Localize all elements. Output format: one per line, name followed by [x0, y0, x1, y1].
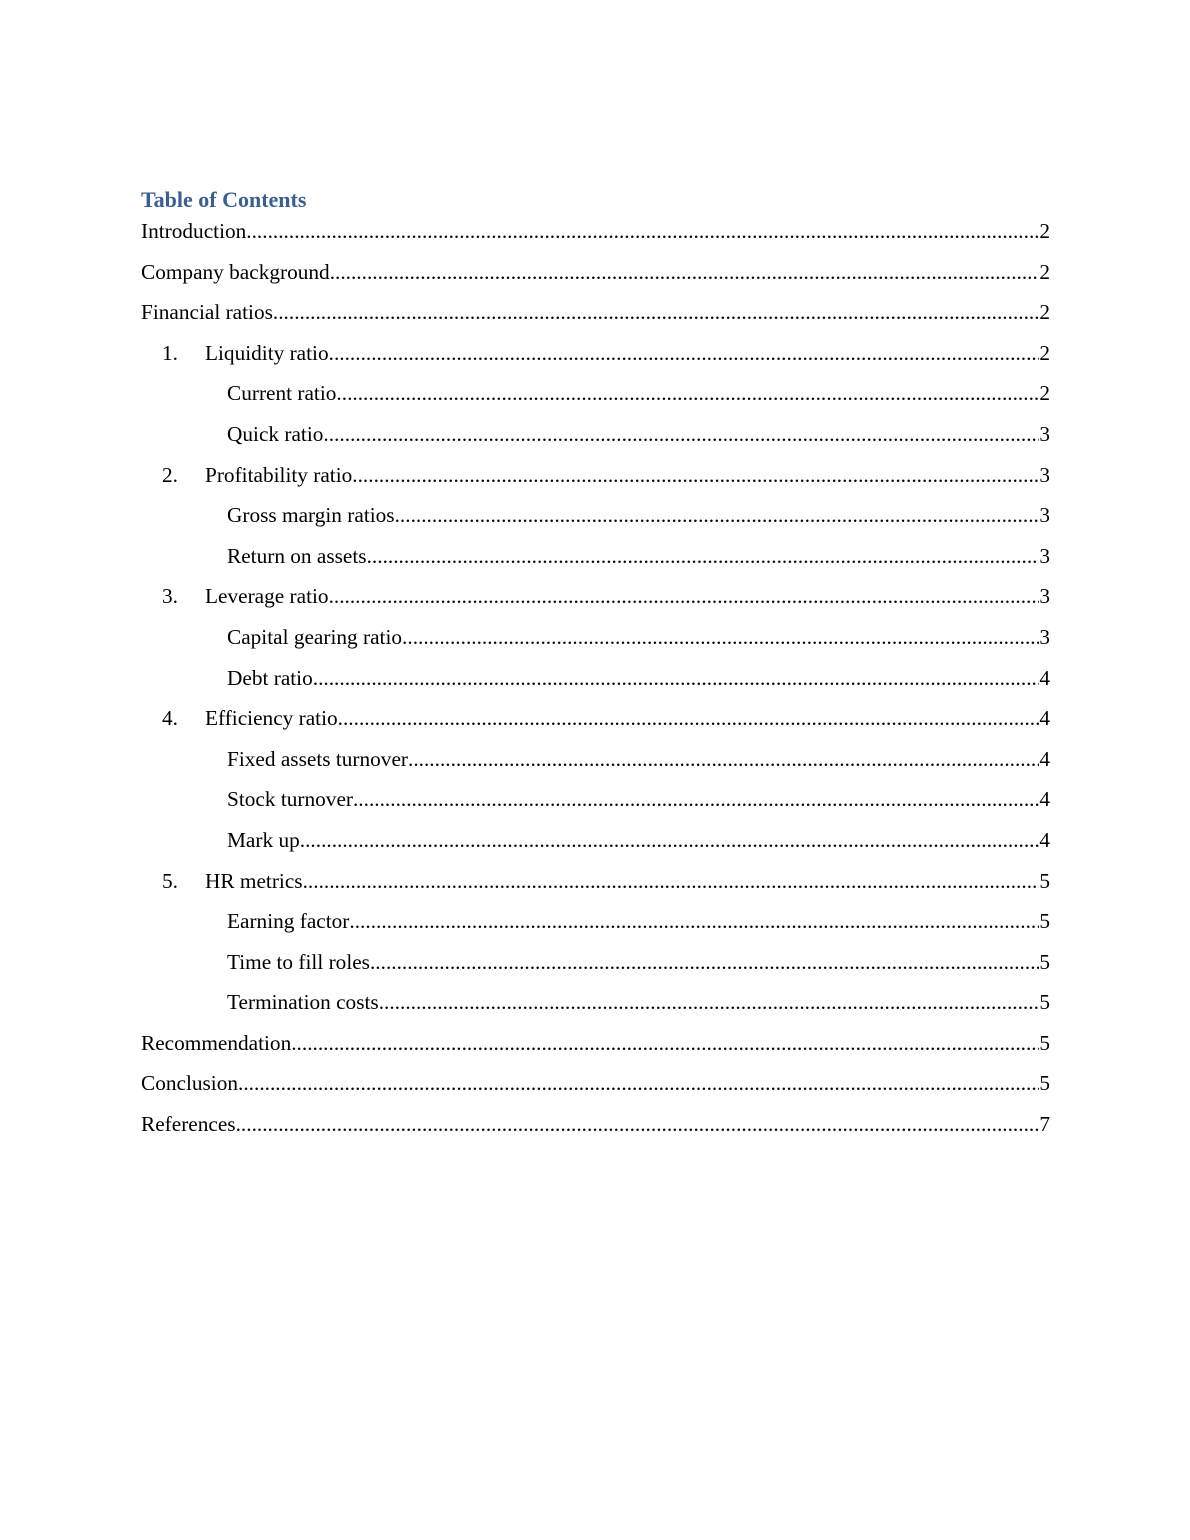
toc-entry-label: References: [141, 1112, 236, 1137]
toc-entry[interactable]: [141, 1029, 1050, 1070]
toc-entry-page-number: 3: [1039, 543, 1050, 568]
dot-leader: [338, 704, 1040, 732]
toc-entry-label: Earning factor: [227, 909, 350, 934]
toc-entry-page-number: 5: [1039, 1030, 1050, 1055]
toc-entry-label: Stock turnover: [227, 787, 353, 812]
dot-leader: [353, 785, 1039, 813]
toc-entry[interactable]: [141, 420, 1050, 461]
toc-entry-label: Financial ratios: [141, 300, 273, 325]
toc-entry-label: Profitability ratio: [205, 462, 353, 487]
toc-entry-label: Capital gearing ratio: [227, 624, 403, 649]
toc-entry-page-number: 2: [1039, 381, 1050, 406]
toc-entry-number: 5.: [162, 868, 178, 893]
toc-entry[interactable]: [141, 785, 1050, 826]
toc-entry[interactable]: [141, 461, 1050, 502]
toc-entry-label: Fixed assets turnover: [227, 746, 408, 771]
dot-leader: [379, 988, 1040, 1016]
toc-entry[interactable]: [141, 542, 1050, 583]
toc-entry[interactable]: [141, 826, 1050, 867]
toc-entry-page-number: 3: [1039, 421, 1050, 446]
dot-leader: [408, 745, 1039, 773]
toc-entry[interactable]: [141, 379, 1050, 420]
toc-entry-page-number: 4: [1039, 787, 1050, 812]
toc-entry-page-number: 2: [1039, 259, 1050, 284]
toc-entry-label: Time to fill roles: [227, 949, 370, 974]
toc-entry-label: Recommendation: [141, 1030, 292, 1055]
dot-leader: [367, 542, 1040, 570]
toc-entry-page-number: 4: [1039, 827, 1050, 852]
toc-entry[interactable]: [141, 907, 1050, 948]
toc-entry-page-number: 4: [1039, 746, 1050, 771]
toc-entry-page-number: 3: [1039, 462, 1050, 487]
toc-entry-label: Mark up: [227, 827, 300, 852]
document-page: [141, 186, 1050, 1151]
toc-entry[interactable]: [141, 988, 1050, 1029]
toc-entry-number: 4.: [162, 706, 178, 731]
toc-entry-label: Efficiency ratio: [205, 706, 338, 731]
toc-entry-page-number: 5: [1039, 949, 1050, 974]
dot-leader: [336, 379, 1039, 407]
toc-entry-label: Current ratio: [227, 381, 337, 406]
dot-leader: [352, 461, 1039, 489]
toc-entry-page-number: 5: [1039, 868, 1050, 893]
toc-entry[interactable]: [141, 867, 1050, 908]
toc-entry[interactable]: [141, 948, 1050, 989]
dot-leader: [236, 1110, 1040, 1138]
toc-entry-number: 1.: [162, 340, 178, 365]
dot-leader: [313, 664, 1040, 692]
toc-entry-page-number: 4: [1039, 665, 1050, 690]
toc-entry-label: Leverage ratio: [205, 584, 329, 609]
toc-entry-label: Return on assets: [227, 543, 367, 568]
toc-entry[interactable]: [141, 258, 1050, 299]
toc-entry-label: HR metrics: [205, 868, 303, 893]
toc-entry[interactable]: [141, 298, 1050, 339]
toc-entry-label: Introduction: [141, 219, 247, 243]
toc-entry-label: Termination costs: [227, 990, 379, 1015]
toc-entry[interactable]: [141, 1069, 1050, 1110]
toc-entry-label: Quick ratio: [227, 421, 324, 446]
toc-entry-page-number: 5: [1039, 990, 1050, 1015]
dot-leader: [395, 501, 1040, 529]
toc-entry-page-number: 5: [1039, 909, 1050, 934]
toc-entry-page-number: 3: [1039, 503, 1050, 528]
toc-entry-page-number: 2: [1039, 340, 1050, 365]
dot-leader: [370, 948, 1039, 976]
toc-entry-label: Company background: [141, 259, 330, 284]
dot-leader: [330, 258, 1040, 286]
toc-entry-label: Conclusion: [141, 1071, 239, 1096]
dot-leader: [329, 339, 1040, 367]
toc-list: [141, 217, 1050, 1151]
dot-leader: [300, 826, 1040, 854]
toc-entry-page-number: 4: [1039, 706, 1050, 731]
toc-entry[interactable]: [141, 339, 1050, 380]
toc-entry[interactable]: [141, 582, 1050, 623]
toc-entry-page-number: 3: [1039, 584, 1050, 609]
toc-entry-label: Gross margin ratios: [227, 503, 395, 528]
toc-entry-page-number: 5: [1039, 1071, 1050, 1096]
dot-leader: [273, 298, 1039, 326]
toc-entry[interactable]: [141, 664, 1050, 705]
toc-entry-label: Debt ratio: [227, 665, 313, 690]
toc-entry-label: Liquidity ratio: [205, 340, 329, 365]
dot-leader: [349, 907, 1039, 935]
dot-leader: [303, 867, 1040, 895]
dot-leader: [291, 1029, 1039, 1057]
toc-entry-page-number: 7: [1039, 1112, 1050, 1137]
toc-entry[interactable]: [141, 1110, 1050, 1151]
dot-leader: [323, 420, 1039, 448]
toc-entry-number: 2.: [162, 462, 178, 487]
toc-entry[interactable]: [141, 704, 1050, 745]
toc-entry-page-number: 3: [1039, 624, 1050, 649]
toc-entry[interactable]: [141, 501, 1050, 542]
toc-entry[interactable]: [141, 217, 1050, 258]
dot-leader: [246, 217, 1039, 245]
toc-title: Table of Contents: [141, 187, 307, 212]
toc-entry[interactable]: [141, 623, 1050, 664]
toc-entry-number: 3.: [162, 584, 178, 609]
dot-leader: [329, 582, 1040, 610]
dot-leader: [402, 623, 1039, 651]
toc-entry-page-number: 2: [1039, 219, 1050, 243]
toc-entry-page-number: 2: [1039, 300, 1050, 325]
toc-entry[interactable]: [141, 745, 1050, 786]
dot-leader: [238, 1069, 1039, 1097]
